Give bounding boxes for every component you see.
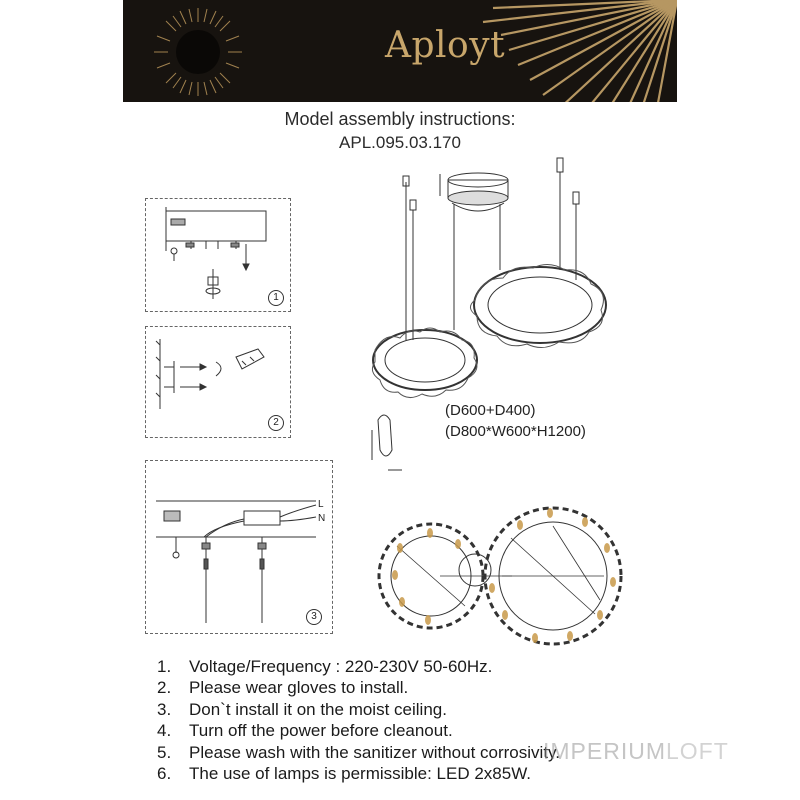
step-3-panel: [145, 460, 333, 634]
safety-notes-list: [157, 656, 560, 784]
overall-dimensions: (D800*W600*H1200): [445, 423, 586, 440]
list-item: 6. The use of lamps is permissible: LED 2x85W.: [157, 764, 532, 784]
list-item: 1. Voltage/Frequency : 220-230V 50-60Hz.: [157, 657, 493, 676]
list-item: 4. Turn off the power before cleanout.: [157, 721, 453, 741]
list-item: 2. Please wear gloves to install.: [157, 678, 409, 698]
wiring-diagram: [146, 461, 332, 633]
watermark: IMPERIUMLOFT: [543, 738, 729, 764]
model-number: APL.095.03.170: [339, 133, 461, 152]
document-title: Model assembly instructions:: [284, 109, 516, 129]
live-wire-label: L: [318, 499, 324, 510]
step-number-badge: 3: [306, 609, 322, 625]
step-1-panel: [145, 198, 291, 312]
step-number-badge: 1: [268, 290, 284, 306]
list-item: 5. Please wash with the sanitizer without corrosivity.: [157, 742, 561, 762]
sun-core-icon: [176, 30, 220, 74]
brand-banner: [123, 0, 677, 102]
neutral-wire-label: N: [318, 513, 326, 524]
dimensions-block: [445, 400, 586, 442]
step-2-panel: [145, 326, 291, 438]
brand-logo-text: Aployt: [385, 25, 506, 66]
list-item: 3. Don`t install it on the moist ceiling.: [157, 699, 447, 719]
step-number-badge: 2: [268, 415, 284, 431]
set-diameters: (D600+D400): [445, 402, 536, 419]
